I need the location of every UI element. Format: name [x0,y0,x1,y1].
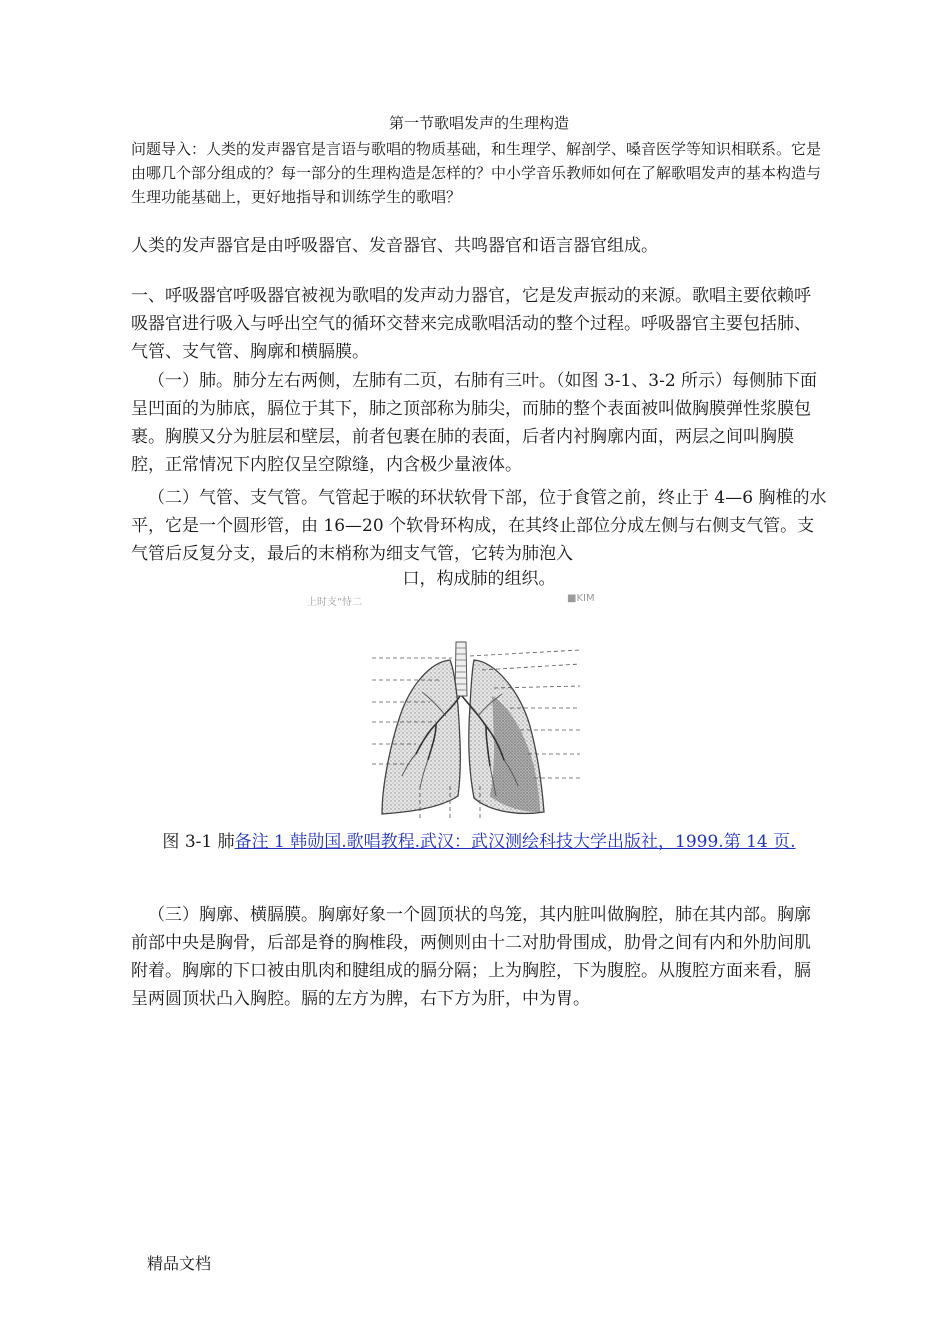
chest-section: （三）胸廓、横膈膜。胸廓好象一个圆顶状的鸟笼，其内脏叫做胸腔，肺在其内部。胸廓前部中央是胸骨，后部是脊的胸椎段，两侧则由十二对肋骨围成，肋骨之间有内和外肋间肌附着。胸廓的下口被由肌肉和腱组成的膈分隔；上为胸腔，下为腹腔。从腹腔方面来看，膈呈两圆顶状凸入胸腔。膈的左方为脾，右下方为肝，中为胃。 [131,905,811,1009]
lung-illustration [370,636,582,820]
figure-reference-link[interactable]: 备注 1 韩勋国.歌唱教程.武汉：武汉测绘科技大学出版社，1999.第 14 页. [234,832,796,852]
page-title: 第一节歌唱发声的生理构造 [388,114,569,132]
figure-caption-label: 图 3-1 肺 [162,832,235,852]
figure-caption [131,829,827,855]
figure-faint-label-left: 上时支“恃二 [307,597,363,608]
lung-section: （一）肺。肺分左右两侧，左肺有二页，右肺有三叶。（如图 3-1、3-2 所示）每侧肺下面呈凹面的为肺底，膈位于其下，肺之顶部称为肺尖，而肺的整个表面被叫做胸膜弹性浆膜包裹。胸膜又分为脏层和壁层，前者包裹在肺的表面，后者内衬胸廓内面，两层之间叫胸膜腔，正常情况下内腔仅呈空隙缝，内含极少量液体。 [131,371,818,475]
trachea-section-tail: 口，构成肺的组织。 [402,569,556,589]
footer-watermark: 精品文档 [147,1254,212,1273]
trachea-section: （二）气管、支气管。气管起于喉的环状软骨下部，位于食管之前，终止于 4—6 胸椎的水平，它是一个圆形管，由 16—20 个软骨环构成，在其终止部位分成左侧与右侧支气管。支气管后反复分支，最后的末梢称为细支气管，它转为肺泡入 [131,488,827,564]
figure-faint-label-right: ■KIM [567,593,595,604]
intro-question: 问题导入：人类的发声器官是言语与歌唱的物质基础，和生理学、解剖学、嗓音医学等知识相联系。它是由哪几个部分组成的？每一部分的生理构造是怎样的？中小学音乐教师如何在了解歌唱发声的基本构造与生理功能基础上，更好地指导和训练学生的歌唱？ [131,140,822,206]
summary-paragraph: 人类的发声器官是由呼吸器官、发音器官、共鸣器官和语言器官组成。 [131,236,658,256]
respiratory-section: 一、呼吸器官呼吸器官被视为歌唱的发声动力器官，它是发声振动的来源。歌唱主要依赖呼吸器官进行吸入与呼出空气的循环交替来完成歌唱活动的整个过程。呼吸器官主要包括肺、气管、支气管、胸廓和横膈膜。 [131,286,811,362]
